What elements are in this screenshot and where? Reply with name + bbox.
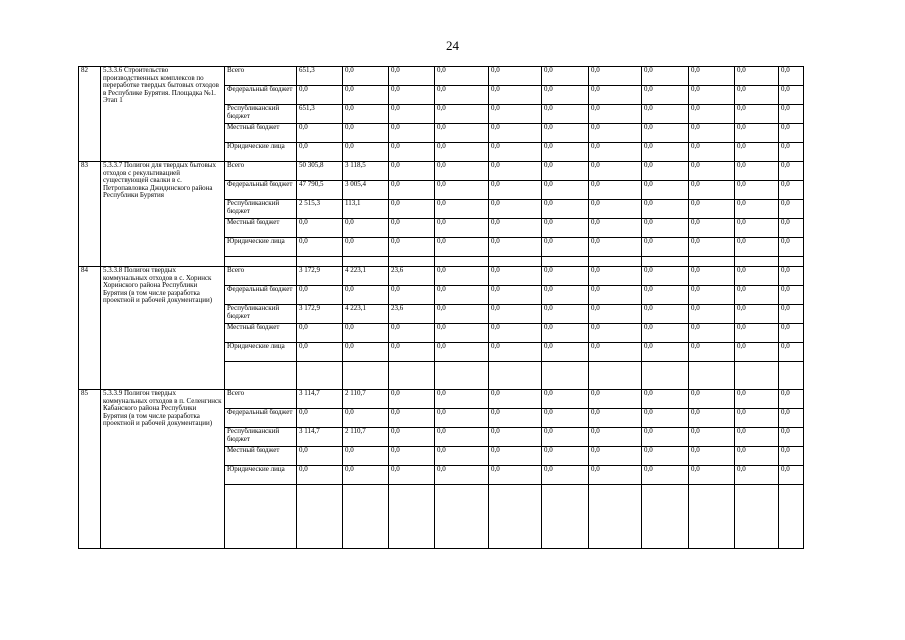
value-cell: 0,0 bbox=[735, 238, 779, 257]
value-cell: 0,0 bbox=[642, 390, 689, 409]
value-cell: 0,0 bbox=[435, 447, 489, 466]
value-cell: 0,0 bbox=[489, 324, 542, 343]
value-cell: 0,0 bbox=[642, 466, 689, 485]
empty-cell bbox=[689, 362, 735, 390]
empty-cell bbox=[642, 485, 689, 549]
value-cell: 0,0 bbox=[389, 447, 435, 466]
funding-source: Всего bbox=[225, 67, 297, 86]
value-cell: 0,0 bbox=[735, 409, 779, 428]
value-cell: 0,0 bbox=[589, 428, 642, 447]
value-cell: 0,0 bbox=[735, 219, 779, 238]
value-cell: 0,0 bbox=[779, 238, 804, 257]
value-cell: 0,0 bbox=[435, 286, 489, 305]
value-cell: 0,0 bbox=[389, 324, 435, 343]
value-cell: 0,0 bbox=[435, 219, 489, 238]
funding-source: Местный бюджет bbox=[225, 124, 297, 143]
value-cell: 0,0 bbox=[343, 447, 389, 466]
value-cell: 0,0 bbox=[435, 200, 489, 219]
value-cell: 0,0 bbox=[435, 409, 489, 428]
value-cell: 0,0 bbox=[542, 200, 589, 219]
value-cell: 0,0 bbox=[435, 238, 489, 257]
value-cell: 0,0 bbox=[642, 200, 689, 219]
value-cell: 0,0 bbox=[297, 343, 343, 362]
value-cell: 0,0 bbox=[435, 124, 489, 143]
value-cell: 0,0 bbox=[542, 343, 589, 362]
funding-source: Федеральный бюджет bbox=[225, 286, 297, 305]
value-cell: 3 118,5 bbox=[343, 162, 389, 181]
value-cell: 0,0 bbox=[489, 67, 542, 86]
value-cell: 0,0 bbox=[642, 105, 689, 124]
empty-cell bbox=[297, 485, 343, 549]
value-cell: 0,0 bbox=[642, 162, 689, 181]
empty-cell bbox=[735, 257, 779, 267]
value-cell: 0,0 bbox=[542, 67, 589, 86]
value-cell: 0,0 bbox=[735, 324, 779, 343]
value-cell: 0,0 bbox=[689, 67, 735, 86]
value-cell: 0,0 bbox=[735, 143, 779, 162]
value-cell: 0,0 bbox=[589, 238, 642, 257]
empty-cell bbox=[542, 485, 589, 549]
empty-cell bbox=[389, 485, 435, 549]
value-cell: 0,0 bbox=[489, 105, 542, 124]
value-cell: 0,0 bbox=[779, 200, 804, 219]
value-cell: 0,0 bbox=[542, 324, 589, 343]
value-cell: 50 305,8 bbox=[297, 162, 343, 181]
value-cell: 0,0 bbox=[689, 219, 735, 238]
value-cell: 0,0 bbox=[542, 86, 589, 105]
value-cell: 0,0 bbox=[779, 286, 804, 305]
value-cell: 0,0 bbox=[343, 124, 389, 143]
value-cell: 0,0 bbox=[297, 143, 343, 162]
value-cell: 0,0 bbox=[389, 390, 435, 409]
measure-name: 5.3.3.7 Полигон для твердых бытовых отходов с рекультивацией существующей свалки в с. Петропавловка Джидинского района Республики Бурятия bbox=[101, 162, 225, 267]
funding-source: Республиканский бюджет bbox=[225, 200, 297, 219]
value-cell: 0,0 bbox=[642, 86, 689, 105]
value-cell: 651,3 bbox=[297, 67, 343, 86]
value-cell: 0,0 bbox=[389, 143, 435, 162]
value-cell: 0,0 bbox=[689, 428, 735, 447]
value-cell: 0,0 bbox=[642, 267, 689, 286]
value-cell: 0,0 bbox=[589, 466, 642, 485]
empty-cell bbox=[225, 362, 297, 390]
value-cell: 0,0 bbox=[389, 219, 435, 238]
funding-source: Местный бюджет bbox=[225, 324, 297, 343]
empty-cell bbox=[297, 362, 343, 390]
row-number: 83 bbox=[79, 162, 101, 267]
value-cell: 0,0 bbox=[642, 305, 689, 324]
row-number: 82 bbox=[79, 67, 101, 162]
empty-cell bbox=[779, 257, 804, 267]
empty-cell bbox=[779, 362, 804, 390]
value-cell: 0,0 bbox=[735, 124, 779, 143]
table-row bbox=[79, 390, 804, 409]
funding-source: Республиканский бюджет bbox=[225, 105, 297, 124]
value-cell: 0,0 bbox=[642, 67, 689, 86]
value-cell: 0,0 bbox=[343, 286, 389, 305]
value-cell: 0,0 bbox=[779, 124, 804, 143]
value-cell: 0,0 bbox=[779, 305, 804, 324]
funding-source: Юридические лица bbox=[225, 143, 297, 162]
empty-cell bbox=[589, 362, 642, 390]
value-cell: 0,0 bbox=[489, 390, 542, 409]
value-cell: 0,0 bbox=[735, 447, 779, 466]
value-cell: 0,0 bbox=[689, 305, 735, 324]
value-cell: 0,0 bbox=[489, 267, 542, 286]
value-cell: 0,0 bbox=[489, 238, 542, 257]
value-cell: 0,0 bbox=[689, 162, 735, 181]
value-cell: 0,0 bbox=[542, 162, 589, 181]
value-cell: 0,0 bbox=[297, 86, 343, 105]
funding-source: Республиканский бюджет bbox=[225, 428, 297, 447]
value-cell: 0,0 bbox=[589, 143, 642, 162]
value-cell: 0,0 bbox=[343, 466, 389, 485]
value-cell: 47 790,5 bbox=[297, 181, 343, 200]
value-cell: 0,0 bbox=[542, 267, 589, 286]
value-cell: 0,0 bbox=[489, 86, 542, 105]
value-cell: 0,0 bbox=[297, 219, 343, 238]
value-cell: 0,0 bbox=[343, 238, 389, 257]
value-cell: 0,0 bbox=[297, 238, 343, 257]
value-cell: 0,0 bbox=[642, 324, 689, 343]
value-cell: 0,0 bbox=[542, 447, 589, 466]
value-cell: 0,0 bbox=[779, 181, 804, 200]
value-cell: 0,0 bbox=[735, 67, 779, 86]
funding-source: Республиканский бюджет bbox=[225, 305, 297, 324]
empty-cell bbox=[689, 257, 735, 267]
value-cell: 4 223,1 bbox=[343, 267, 389, 286]
value-cell: 0,0 bbox=[689, 409, 735, 428]
funding-source: Юридические лица bbox=[225, 343, 297, 362]
funding-source: Юридические лица bbox=[225, 238, 297, 257]
value-cell: 0,0 bbox=[735, 181, 779, 200]
value-cell: 0,0 bbox=[642, 124, 689, 143]
value-cell: 0,0 bbox=[589, 124, 642, 143]
measure-name: 5.3.3.9 Полигон твердых коммунальных отходов в п. Селенгинск Кабанского района Республики Бурятия (в том числе разработка проектной и рабочей документации) bbox=[101, 390, 225, 549]
value-cell: 0,0 bbox=[343, 67, 389, 86]
budget-table bbox=[78, 66, 804, 549]
value-cell: 0,0 bbox=[343, 86, 389, 105]
value-cell: 0,0 bbox=[389, 124, 435, 143]
value-cell: 0,0 bbox=[735, 428, 779, 447]
value-cell: 0,0 bbox=[489, 343, 542, 362]
value-cell: 0,0 bbox=[689, 466, 735, 485]
empty-cell bbox=[297, 257, 343, 267]
value-cell: 0,0 bbox=[343, 143, 389, 162]
value-cell: 0,0 bbox=[689, 105, 735, 124]
value-cell: 0,0 bbox=[779, 447, 804, 466]
value-cell: 0,0 bbox=[489, 181, 542, 200]
value-cell: 2 110,7 bbox=[343, 428, 389, 447]
value-cell: 23,6 bbox=[389, 267, 435, 286]
value-cell: 0,0 bbox=[489, 305, 542, 324]
value-cell: 0,0 bbox=[589, 343, 642, 362]
value-cell: 0,0 bbox=[779, 390, 804, 409]
value-cell: 0,0 bbox=[689, 200, 735, 219]
value-cell: 0,0 bbox=[297, 286, 343, 305]
funding-source: Федеральный бюджет bbox=[225, 181, 297, 200]
value-cell: 0,0 bbox=[589, 409, 642, 428]
value-cell: 0,0 bbox=[779, 343, 804, 362]
value-cell: 0,0 bbox=[542, 238, 589, 257]
table-row bbox=[79, 162, 804, 181]
value-cell: 0,0 bbox=[435, 86, 489, 105]
value-cell: 0,0 bbox=[435, 67, 489, 86]
value-cell: 0,0 bbox=[489, 162, 542, 181]
value-cell: 3 114,7 bbox=[297, 390, 343, 409]
value-cell: 2 110,7 bbox=[343, 390, 389, 409]
value-cell: 0,0 bbox=[389, 162, 435, 181]
empty-cell bbox=[389, 362, 435, 390]
value-cell: 0,0 bbox=[489, 219, 542, 238]
value-cell: 0,0 bbox=[435, 343, 489, 362]
empty-cell bbox=[343, 485, 389, 549]
empty-cell bbox=[779, 485, 804, 549]
value-cell: 0,0 bbox=[389, 343, 435, 362]
value-cell: 0,0 bbox=[297, 447, 343, 466]
value-cell: 0,0 bbox=[489, 428, 542, 447]
value-cell: 0,0 bbox=[779, 219, 804, 238]
value-cell: 0,0 bbox=[642, 428, 689, 447]
value-cell: 0,0 bbox=[642, 143, 689, 162]
value-cell: 0,0 bbox=[389, 286, 435, 305]
value-cell: 0,0 bbox=[735, 86, 779, 105]
value-cell: 0,0 bbox=[542, 124, 589, 143]
value-cell: 0,0 bbox=[542, 143, 589, 162]
value-cell: 0,0 bbox=[589, 305, 642, 324]
value-cell: 0,0 bbox=[343, 219, 389, 238]
value-cell: 0,0 bbox=[489, 466, 542, 485]
value-cell: 0,0 bbox=[389, 200, 435, 219]
empty-cell bbox=[489, 362, 542, 390]
empty-cell bbox=[542, 257, 589, 267]
value-cell: 0,0 bbox=[689, 181, 735, 200]
measure-name: 5.3.3.6 Строительство производственных комплексов по переработке твердых бытовых отходов в Республике Бурятия. Площадка №1. Этап 1 bbox=[101, 67, 225, 162]
value-cell: 0,0 bbox=[542, 219, 589, 238]
empty-cell bbox=[225, 485, 297, 549]
value-cell: 0,0 bbox=[389, 181, 435, 200]
value-cell: 0,0 bbox=[343, 343, 389, 362]
value-cell: 0,0 bbox=[779, 67, 804, 86]
value-cell: 0,0 bbox=[489, 409, 542, 428]
funding-source: Всего bbox=[225, 162, 297, 181]
value-cell: 0,0 bbox=[489, 447, 542, 466]
value-cell: 0,0 bbox=[297, 324, 343, 343]
value-cell: 0,0 bbox=[389, 86, 435, 105]
value-cell: 0,0 bbox=[735, 466, 779, 485]
empty-cell bbox=[435, 362, 489, 390]
table-body bbox=[79, 67, 804, 549]
value-cell: 113,1 bbox=[343, 200, 389, 219]
empty-cell bbox=[435, 257, 489, 267]
value-cell: 0,0 bbox=[435, 267, 489, 286]
value-cell: 0,0 bbox=[389, 105, 435, 124]
page-number: 24 bbox=[446, 38, 459, 53]
value-cell: 0,0 bbox=[297, 409, 343, 428]
table-row bbox=[79, 267, 804, 286]
empty-cell bbox=[489, 257, 542, 267]
value-cell: 0,0 bbox=[589, 219, 642, 238]
value-cell: 0,0 bbox=[735, 105, 779, 124]
value-cell: 0,0 bbox=[589, 162, 642, 181]
value-cell: 0,0 bbox=[689, 343, 735, 362]
value-cell: 0,0 bbox=[689, 143, 735, 162]
value-cell: 0,0 bbox=[297, 124, 343, 143]
value-cell: 0,0 bbox=[689, 267, 735, 286]
value-cell: 0,0 bbox=[779, 409, 804, 428]
empty-cell bbox=[589, 257, 642, 267]
value-cell: 0,0 bbox=[389, 67, 435, 86]
value-cell: 0,0 bbox=[542, 105, 589, 124]
value-cell: 0,0 bbox=[542, 181, 589, 200]
value-cell: 0,0 bbox=[779, 267, 804, 286]
value-cell: 0,0 bbox=[779, 143, 804, 162]
row-number: 84 bbox=[79, 267, 101, 390]
value-cell: 0,0 bbox=[735, 343, 779, 362]
empty-cell bbox=[225, 257, 297, 267]
table-row bbox=[79, 67, 804, 86]
value-cell: 0,0 bbox=[435, 305, 489, 324]
value-cell: 0,0 bbox=[735, 305, 779, 324]
empty-cell bbox=[642, 257, 689, 267]
value-cell: 0,0 bbox=[542, 305, 589, 324]
value-cell: 2 515,3 bbox=[297, 200, 343, 219]
value-cell: 0,0 bbox=[735, 162, 779, 181]
funding-source: Всего bbox=[225, 267, 297, 286]
value-cell: 0,0 bbox=[689, 324, 735, 343]
value-cell: 0,0 bbox=[343, 105, 389, 124]
empty-cell bbox=[735, 485, 779, 549]
empty-cell bbox=[542, 362, 589, 390]
value-cell: 0,0 bbox=[297, 466, 343, 485]
value-cell: 0,0 bbox=[589, 105, 642, 124]
value-cell: 3 172,9 bbox=[297, 305, 343, 324]
funding-source: Местный бюджет bbox=[225, 447, 297, 466]
funding-source: Федеральный бюджет bbox=[225, 86, 297, 105]
value-cell: 651,3 bbox=[297, 105, 343, 124]
value-cell: 0,0 bbox=[589, 86, 642, 105]
value-cell: 0,0 bbox=[542, 390, 589, 409]
value-cell: 0,0 bbox=[779, 428, 804, 447]
value-cell: 0,0 bbox=[735, 200, 779, 219]
value-cell: 0,0 bbox=[542, 428, 589, 447]
value-cell: 4 223,1 bbox=[343, 305, 389, 324]
value-cell: 3 005,4 bbox=[343, 181, 389, 200]
value-cell: 0,0 bbox=[735, 390, 779, 409]
measure-name: 5.3.3.8 Полигон твердых коммунальных отходов в с. Хоринск Хоринского района Республики Бурятия (в том числе разработка проектной и рабочей документации) bbox=[101, 267, 225, 390]
value-cell: 0,0 bbox=[642, 409, 689, 428]
value-cell: 0,0 bbox=[389, 466, 435, 485]
value-cell: 0,0 bbox=[589, 390, 642, 409]
empty-cell bbox=[735, 362, 779, 390]
value-cell: 0,0 bbox=[489, 286, 542, 305]
value-cell: 0,0 bbox=[589, 286, 642, 305]
value-cell: 0,0 bbox=[642, 181, 689, 200]
value-cell: 0,0 bbox=[689, 447, 735, 466]
row-number: 85 bbox=[79, 390, 101, 549]
value-cell: 0,0 bbox=[589, 67, 642, 86]
value-cell: 0,0 bbox=[589, 447, 642, 466]
value-cell: 0,0 bbox=[589, 181, 642, 200]
value-cell: 0,0 bbox=[689, 86, 735, 105]
value-cell: 0,0 bbox=[642, 238, 689, 257]
funding-source: Местный бюджет bbox=[225, 219, 297, 238]
value-cell: 3 114,7 bbox=[297, 428, 343, 447]
value-cell: 0,0 bbox=[542, 286, 589, 305]
value-cell: 0,0 bbox=[689, 238, 735, 257]
value-cell: 0,0 bbox=[689, 124, 735, 143]
value-cell: 0,0 bbox=[435, 162, 489, 181]
value-cell: 0,0 bbox=[689, 286, 735, 305]
value-cell: 0,0 bbox=[779, 162, 804, 181]
value-cell: 0,0 bbox=[435, 428, 489, 447]
funding-source: Всего bbox=[225, 390, 297, 409]
value-cell: 0,0 bbox=[735, 267, 779, 286]
value-cell: 0,0 bbox=[589, 200, 642, 219]
empty-cell bbox=[343, 362, 389, 390]
funding-source: Федеральный бюджет bbox=[225, 409, 297, 428]
value-cell: 0,0 bbox=[389, 428, 435, 447]
value-cell: 0,0 bbox=[779, 105, 804, 124]
value-cell: 0,0 bbox=[343, 409, 389, 428]
value-cell: 0,0 bbox=[589, 324, 642, 343]
value-cell: 23,6 bbox=[389, 305, 435, 324]
empty-cell bbox=[435, 485, 489, 549]
empty-cell bbox=[689, 485, 735, 549]
value-cell: 3 172,9 bbox=[297, 267, 343, 286]
value-cell: 0,0 bbox=[642, 286, 689, 305]
empty-cell bbox=[589, 485, 642, 549]
value-cell: 0,0 bbox=[542, 466, 589, 485]
funding-source: Юридические лица bbox=[225, 466, 297, 485]
value-cell: 0,0 bbox=[779, 86, 804, 105]
value-cell: 0,0 bbox=[642, 219, 689, 238]
value-cell: 0,0 bbox=[689, 390, 735, 409]
value-cell: 0,0 bbox=[779, 324, 804, 343]
value-cell: 0,0 bbox=[389, 238, 435, 257]
value-cell: 0,0 bbox=[489, 124, 542, 143]
value-cell: 0,0 bbox=[489, 143, 542, 162]
empty-cell bbox=[489, 485, 542, 549]
value-cell: 0,0 bbox=[542, 409, 589, 428]
value-cell: 0,0 bbox=[435, 390, 489, 409]
value-cell: 0,0 bbox=[735, 286, 779, 305]
value-cell: 0,0 bbox=[642, 447, 689, 466]
value-cell: 0,0 bbox=[589, 267, 642, 286]
empty-cell bbox=[642, 362, 689, 390]
value-cell: 0,0 bbox=[343, 324, 389, 343]
value-cell: 0,0 bbox=[779, 466, 804, 485]
value-cell: 0,0 bbox=[435, 143, 489, 162]
empty-cell bbox=[343, 257, 389, 267]
value-cell: 0,0 bbox=[435, 181, 489, 200]
value-cell: 0,0 bbox=[642, 343, 689, 362]
value-cell: 0,0 bbox=[489, 200, 542, 219]
empty-cell bbox=[389, 257, 435, 267]
value-cell: 0,0 bbox=[435, 466, 489, 485]
value-cell: 0,0 bbox=[389, 409, 435, 428]
value-cell: 0,0 bbox=[435, 324, 489, 343]
value-cell: 0,0 bbox=[435, 105, 489, 124]
